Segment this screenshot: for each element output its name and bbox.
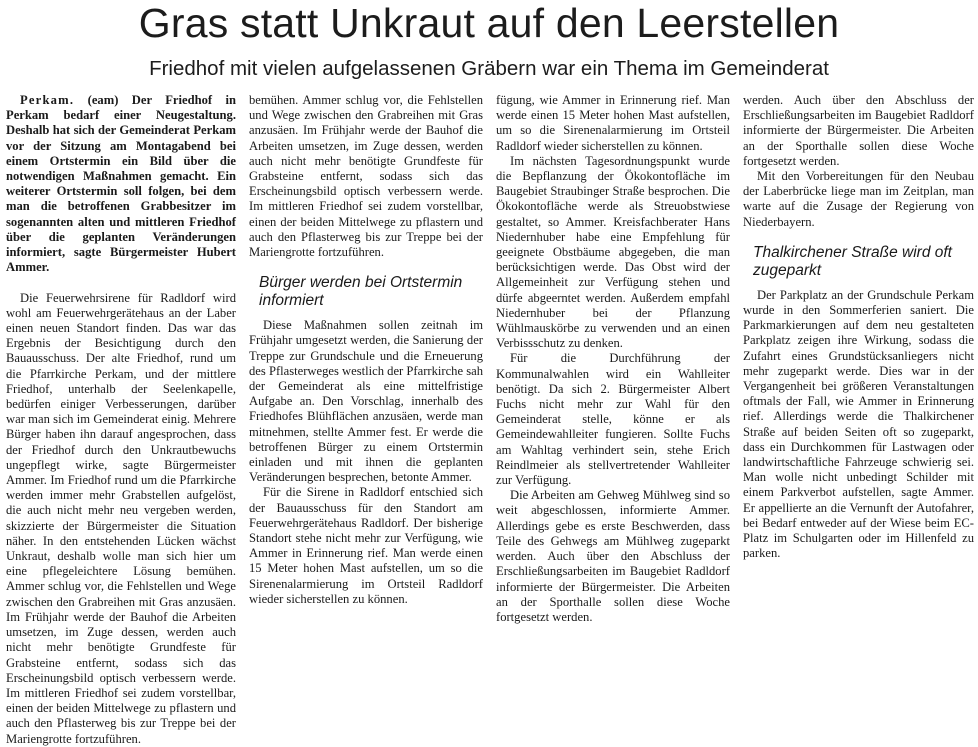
article-column-4 (743, 93, 974, 687)
paragraph-2: Diese Maßnahmen sollen zeitnah im Frühjahr umgesetzt werden, die Sanierung der Treppe zur Grundschule und die Erneuerung des Pflasterweges westlich der Pfarrkirche sah der Gemeinderat als eine mittelfristige Aufgabe an. Den Vorschlag, innerhalb des Friedhofes Blühflächen anzusäen, werde man mitnehmen, stellte Ammer fest. Er werde die betroffenen Bürger zu einem Ortstermin einladen und mit ihnen die geplanten Veränderungen besprechen, betonte Ammer. (249, 318, 483, 485)
dateline: Perkam. (20, 93, 75, 107)
paragraph-3: Für die Sirene in Radldorf entschied sich der Bauausschuss für den Standort am Feuerwehrgerätehaus Radldorf. Der bisherige Standort stehe nicht mehr zur Verfügung, wie Ammer in Erinnerung rief. Man werde einen 15 Meter hohen Mast aufstellen, um so die Sirenenalarmierung im Ortsteil Radldorf wieder sicherstellen zu können. (249, 485, 483, 606)
paragraph-6: Die Arbeiten am Gehweg Mühlweg sind so weit abgeschlossen, informierte Ammer. Allerdings gebe es erste Beschwerden, dass Teile des Gehwegs am Mühlweg zugeparkt werden. Auch über den Abschluss der Erschließungsarbeiten im Baugebiet Radldorf informierte der Bürgermeister. Die Arbeiten an der Sporthalle sollen diese Woche fortgesetzt werden. (496, 488, 730, 624)
paragraph-4: Im nächsten Tagesordnungspunkt wurde die Bepflanzung der Ökokontofläche im Baugebiet Straubinger Straße besprochen. Die Ökokontofläche werde als Streuobstwiese gestaltet, so Ammer. Kreisfachberater Hans Niedernhuber habe eine Empfehlung für geeignete Obstbäume abgegeben, die man berücksichtigen werde. Das Obst wird der Allgemeinheit zur Verfügung stehen und dürfe abgeerntet werden. Außerdem empfahl Niedernhuber bei der Pflanzung Wühlmauskörbe zu verwenden und an einen Verbissschutz zu denken. (496, 153, 730, 351)
article-subheadline: Friedhof mit vielen aufgelassenen Gräbern war ein Thema im Gemeinderat (149, 57, 829, 80)
article-column-1 (6, 93, 236, 746)
paragraph-7: Mit den Vorbereitungen für den Neubau der Laberbrücke liege man im Zeitplan, man warte auf die Zusage der Regierung von Niederbayern. (743, 169, 974, 229)
subheading-thalkirchener-strasse: Thalkirchener Straße wird oft zugeparkt (753, 243, 952, 279)
article-column-3 (496, 93, 730, 687)
paragraph-5: Für die Durchführung der Kommunalwahlen wird ein Wahlleiter benötigt. Da sich 2. Bürgermeister Albert Fuchs nicht mehr zur Wahl für den Gemeinderat stelle, könne er als Gemeindewahlleiter fungieren. Sollte Fuchs am Wahltag verhindert sein, stehe Erich Reindlmeier als stellvertretender Wahlleiter zur Verfügung. (496, 351, 730, 488)
article-headline: Gras statt Unkraut auf den Leerstellen (138, 0, 840, 46)
paragraph-1: Die Feuerwehrsirene für Radldorf wird wohl am Feuerwehrgerätehaus an der Laber einen neuen Standort finden. Das war das Ergebnis der Besichtigung durch den Bauausschuss. Der alte Friedhof, rund um die Pfarrkirche Perkam, und der mittlere Friedhof, unterhalb der Seelenkapelle, bedürfen einiger Verbesserungen, darüber war man sich im Gemeinderat einig. Mehrere Bürger haben ihn darauf angesprochen, dass der Friedhof durch den Unkrautbewuchs ungepflegt wirke, sagte Bürgermeister Ammer. Im Friedhof rund um die Pfarrkirche werden immer mehr Grabstellen aufgelöst, die auch nicht mehr neu vergeben werden, skizzierte der Bürgermeister die Situation näher. In den entstehenden Lücken wächst Unkraut, deshalb wolle man sich hier um eine pflegeleichtere Lösung bemühen. Ammer schlug vor, die Fehlstellen und Wege zwischen den Grabreihen mit Gras anzusäen. Im Frühjahr werde der Bauhof die Arbeiten umsetzen, im Zuge dessen, werden auch nicht mehr benötigte Grundfeste für Grabsteine entfernt, sodass sich das Erscheinungsbild optisch verbessern werde. Im mittleren Friedhof sei zudem vorstellbar, einen der beiden Mittelwege zu pflastern und auch den Pflasterweg bis zur Treppe bei der Mariengrotte fortzuführen. (6, 290, 236, 746)
paragraph-8: Der Parkplatz an der Grundschule Perkam wurde in den Sommerferien saniert. Die Parkmarkierungen auf dem neu gestalteten Parkplatz zeigen ihre Wirkung, sodass die Zufahrt eines Grundstücksanliegers nicht mehr zugeparkt werde. Dies war in der Vergangenheit bei größeren Veranstaltungen oftmals der Fall, wie Ammer in Erinnerung rief. Allerdings werde die Thalkirchener Straße auf beiden Seiten oft so zugeparkt, dass ein Durchkommen für Lastwagen oder landwirtschaftliche Fahrzeuge schwierig sei. Man wolle nicht unbedingt Schilder mit einem Parkverbot aufstellen, sagte Ammer. Er appellierte an die Vernunft der Autofahrer, bei Bedarf entweder auf der Wiese beim EC-Platz im Schulgarten oder im Hillenfeld zu parken. (743, 287, 974, 561)
subheading-buerger-ortstermin: Bürger werden bei Ortstermin informiert (259, 274, 463, 310)
lead-text: (eam) Der Friedhof in Perkam bedarf einer Neugestaltung. Deshalb hat sich der Gemeinderat Perkam vor der Sitzung am Montagabend bei einem Ortstermin ein Bild über die notwendigen Maßnahmen gemacht. Ein weiterer Ortstermin soll folgen, bei dem man die betroffenen Grabbesitzer im sogenannten alten und mittleren Friedhof über die geplanten Veränderungen informiert, sagte Bürgermeister Hubert Ammer. (6, 93, 236, 275)
article-lead (6, 93, 236, 275)
paragraph-1-continued: bemühen. Ammer schlug vor, die Fehlstellen und Wege zwischen den Grabreihen mit Gras anzusäen. Im Frühjahr werde der Bauhof die Arbeiten umsetzen, im Zuge dessen, werden auch nicht mehr benötigte Grundfeste für Grabsteine entfernt, sodass sich das Erscheinungsbild optisch verbessern werde. Im mittleren Friedhof sei zudem vorstellbar, einen der beiden Mittelwege zu pflastern und auch den Pflasterweg bis zur Treppe bei der Mariengrotte fortzuführen. (249, 93, 483, 260)
article-column-2 (249, 93, 483, 687)
paragraph-3-continued: fügung, wie Ammer in Erinnerung rief. Man werde einen 15 Meter hohen Mast aufstellen, um so die Sirenenalarmierung im Ortsteil Radldorf wieder sicherstellen zu können. (496, 93, 730, 153)
paragraph-6-continued: werden. Auch über den Abschluss der Erschließungsarbeiten im Baugebiet Radldorf informierte der Bürgermeister. Die Arbeiten an der Sporthalle sollen diese Woche fortgesetzt werden. (743, 93, 974, 168)
